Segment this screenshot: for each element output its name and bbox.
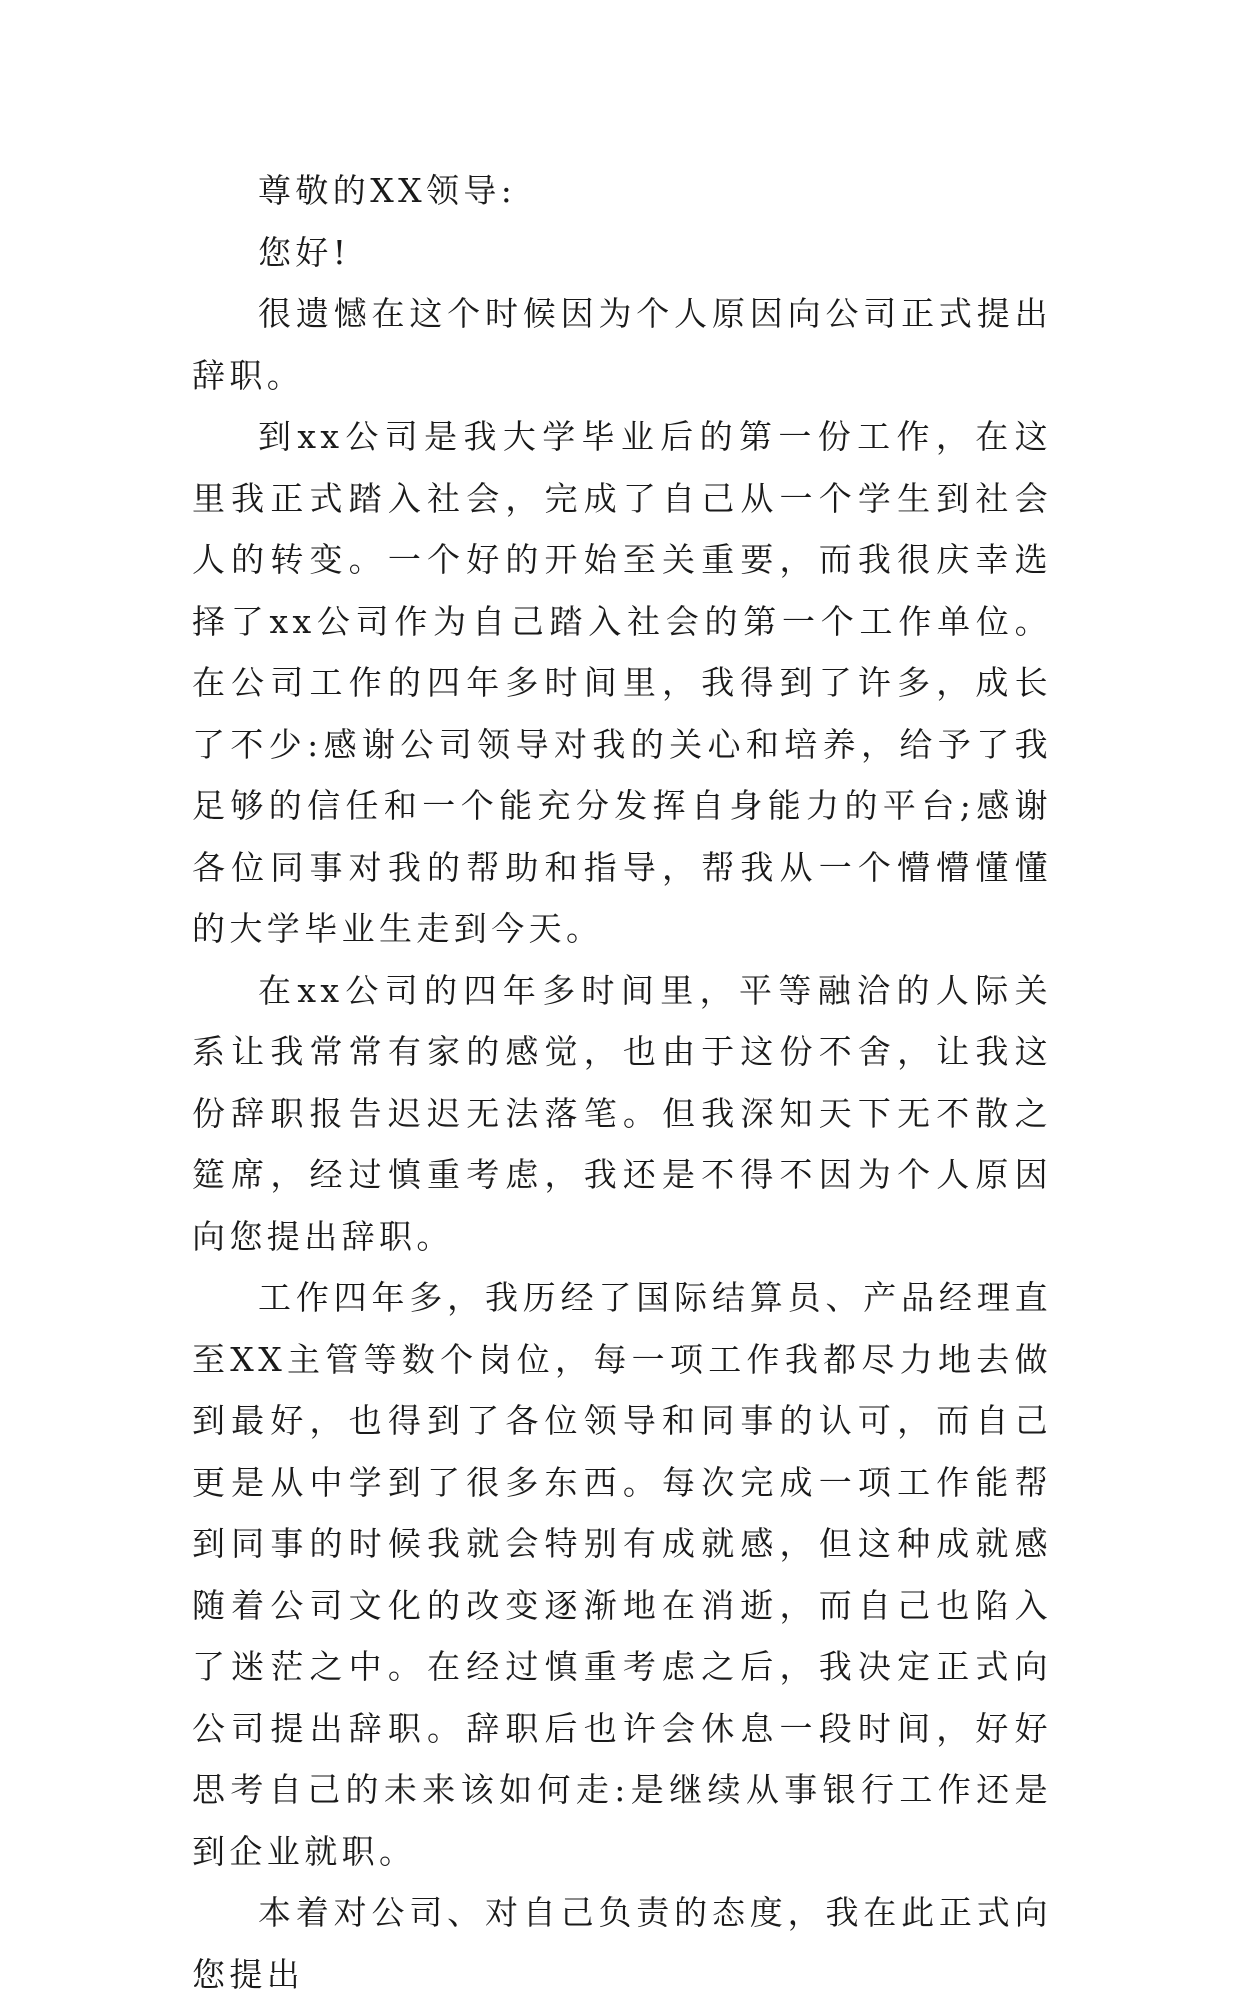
paragraph-1: 很遗憾在这个时候因为个人原因向公司正式提出辞职。 xyxy=(192,294,1052,395)
paragraph-3: 在xx公司的四年多时间里，平等融洽的人际关系让我常常有家的感觉，也由于这份不舍，让我这份辞职报告迟迟无法落笔。但我深知天下无不散之筵席，经过慎重考虑，我还是不得不因为个人原因向您提出辞职。 xyxy=(192,970,1052,1256)
paragraph-4: 工作四年多，我历经了国际结算员、产品经理直至XX主管等数个岗位，每一项工作我都尽力地去做到最好，也得到了各位领导和同事的认可，而自己更是从中学到了很多东西。每次完成一项工作能帮到同事的时候我就会特别有成就感，但这种成就感随着公司文化的改变逐渐地在消逝，而自己也陷入了迷茫之中。在经过慎重考虑之后，我决定正式向公司提出辞职。辞职后也许会休息一段时间，好好思考自己的未来该如何走:是继续从事银行工作还是到企业就职。 xyxy=(192,1278,1052,1871)
salutation: 尊敬的XX领导: xyxy=(258,171,517,210)
paragraph-2: 到xx公司是我大学毕业后的第一份工作，在这里我正式踏入社会，完成了自己从一个学生到社会人的转变。一个好的开始至关重要，而我很庆幸选择了xx公司作为自己踏入社会的第一个工作单位。在公司工作的四年多时间里，我得到了许多，成长了不少:感谢公司领导对我的关心和培养，给予了我足够的信任和一个能充分发挥自身能力的平台;感谢各位同事对我的帮助和指导，帮我从一个懵懵懂懂的大学毕业生走到今天。 xyxy=(192,417,1052,948)
paragraph-5: 本着对公司、对自己负责的态度，我在此正式向您提出 xyxy=(192,1893,1052,1994)
letter-body xyxy=(192,160,1052,2005)
greeting: 您好! xyxy=(258,232,351,272)
